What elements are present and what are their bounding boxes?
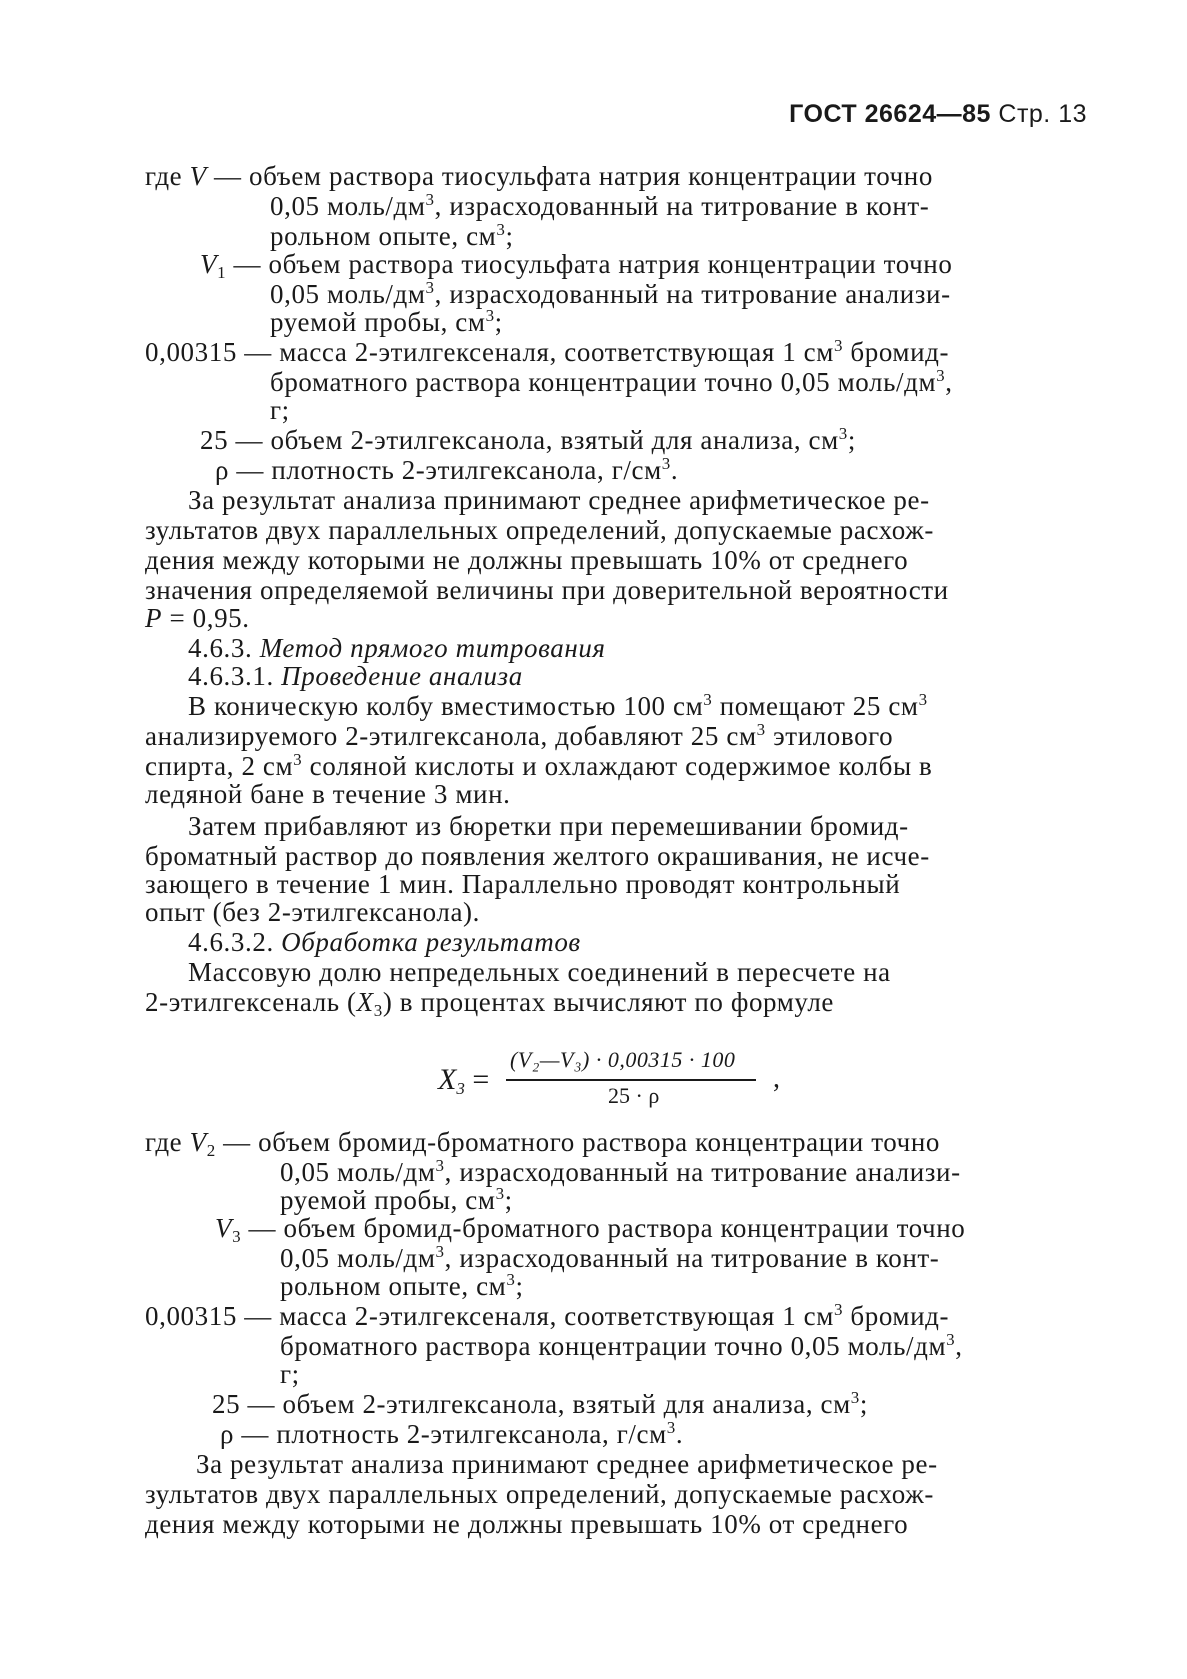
- def-mass-line2: броматного раствора концентрации точно 0,05 моль/$дм^3$,: [270, 366, 953, 397]
- def-mass-line3: г;: [270, 395, 290, 425]
- def-rho-line-2: ρ — плотность 2-этилгексанола, $г/см^3$.: [220, 1418, 684, 1449]
- result1-line5: P = 0,95.: [145, 603, 250, 633]
- result2-line2: зультатов двух параллельных определений, допускаемые расхож-: [145, 1479, 935, 1509]
- result1-line3: дения между которыми не должны превышать 10% от среднего: [145, 545, 909, 575]
- result1-line1: За результат анализа принимают среднее арифметическое ре-: [188, 485, 930, 515]
- def-mass2-line2: броматного раствора концентрации точно 0,05 моль/$дм^3$,: [280, 1330, 963, 1361]
- def-25-line: 25 — объем 2-этилгексанола, взятый для анализа, $см^3$;: [200, 424, 857, 455]
- result1-line4: значения определяемой величины при доверительной вероятности: [145, 575, 949, 605]
- def-v-line1: где V — объем раствора тиосульфата натрия концентрации точно: [145, 161, 933, 191]
- def-v-line3: рольном опыте, $см^3$;: [270, 220, 514, 251]
- para2-line2: броматный раствор до появления желтого окрашивания, не исче-: [145, 841, 930, 871]
- def-v2-line2: 0,05 моль/$дм^3$, израсходованный на титрование анализи-: [280, 1156, 961, 1187]
- para1-line4: ледяной бане в течение 3 мин.: [145, 779, 511, 809]
- section-4-6-3-heading: 4.6.3. Метод прямого титрования: [188, 633, 606, 663]
- def-v1-line1: $V_1$ — объем раствора тиосульфата натрия концентрации точно: [200, 249, 953, 282]
- formula-numerator: (V₂—V₃) · 0,00315 · 100: [510, 1047, 736, 1072]
- def-mass2-line1: 0,00315 — масса 2-этилгексеналя, соответствующая 1 $см^3$ бромид-: [145, 1300, 950, 1331]
- section-4-6-3-1-heading: 4.6.3.1. Проведение анализа: [188, 661, 523, 691]
- para2-line1: Затем прибавляют из бюретки при перемешивании бромид-: [188, 811, 909, 841]
- formula-x3: [438, 1045, 798, 1115]
- para3-line1: Массовую долю непредельных соединений в пересчете на: [188, 957, 891, 987]
- def-rho-line: ρ — плотность 2-этилгексанола, $г/см^3$.: [215, 454, 679, 485]
- def-v3-line3: рольном опыте, $см^3$;: [280, 1270, 524, 1301]
- def-v3-line2: 0,05 моль/$дм^3$, израсходованный на титрование в конт-: [280, 1242, 940, 1273]
- def-25-line-2: 25 — объем 2-этилгексанола, взятый для анализа, $см^3$;: [212, 1388, 869, 1419]
- def-mass-line1: 0,00315 — масса 2-этилгексеналя, соответствующая 1 $см^3$ бромид-: [145, 336, 950, 367]
- formula-comma: ,: [773, 1063, 780, 1094]
- fraction-bar: [506, 1079, 756, 1081]
- def-v2-line3: руемой пробы, $см^3$;: [280, 1184, 513, 1215]
- para1-line1: В коническую колбу вместимостью 100 $см^3$ помещают 25 $см^3$: [188, 690, 928, 721]
- def-v-line2: 0,05 моль/$дм^3$, израсходованный на титрование в конт-: [270, 190, 930, 221]
- section-4-6-3-2-heading: 4.6.3.2. Обработка результатов: [188, 927, 581, 957]
- result1-line2: зультатов двух параллельных определений, допускаемые расхож-: [145, 515, 935, 545]
- def-mass2-line3: г;: [280, 1359, 300, 1389]
- result2-line1: За результат анализа принимают среднее арифметическое ре-: [196, 1449, 938, 1479]
- para1-line3: спирта, 2 $см^3$ соляной кислоты и охлаждают содержимое колбы в: [145, 750, 933, 781]
- page-number: Стр. 13: [998, 100, 1087, 128]
- def-v3-line1: $V_3$ — объем бромид-броматного раствора концентрации точно: [215, 1213, 966, 1246]
- result2-line3: дения между которыми не должны превышать 10% от среднего: [145, 1509, 909, 1539]
- def-v2-line1: где $V_2$ — объем бромид-броматного раствора концентрации точно: [145, 1127, 940, 1160]
- para2-line4: опыт (без 2-этилгексанола).: [145, 897, 480, 927]
- para1-line2: анализируемого 2-этилгексанола, добавляют 25 $см^3$ этилового: [145, 720, 894, 751]
- formula-lhs: $X_3$ =: [438, 1063, 490, 1098]
- para2-line3: зающего в течение 1 мин. Параллельно проводят контрольный: [145, 869, 901, 899]
- def-v1-line3: руемой пробы, $см^3$;: [270, 306, 503, 337]
- formula-denominator: 25 · ρ: [608, 1083, 660, 1108]
- def-v1-line2: 0,05 моль/$дм^3$, израсходованный на титрование анализи-: [270, 278, 951, 309]
- standard-number: ГОСТ 26624—85: [789, 100, 991, 128]
- page-header: [789, 100, 1087, 129]
- para3-line2: 2-этилгексеналь $(X_3)$ в процентах вычисляют по формуле: [145, 987, 834, 1020]
